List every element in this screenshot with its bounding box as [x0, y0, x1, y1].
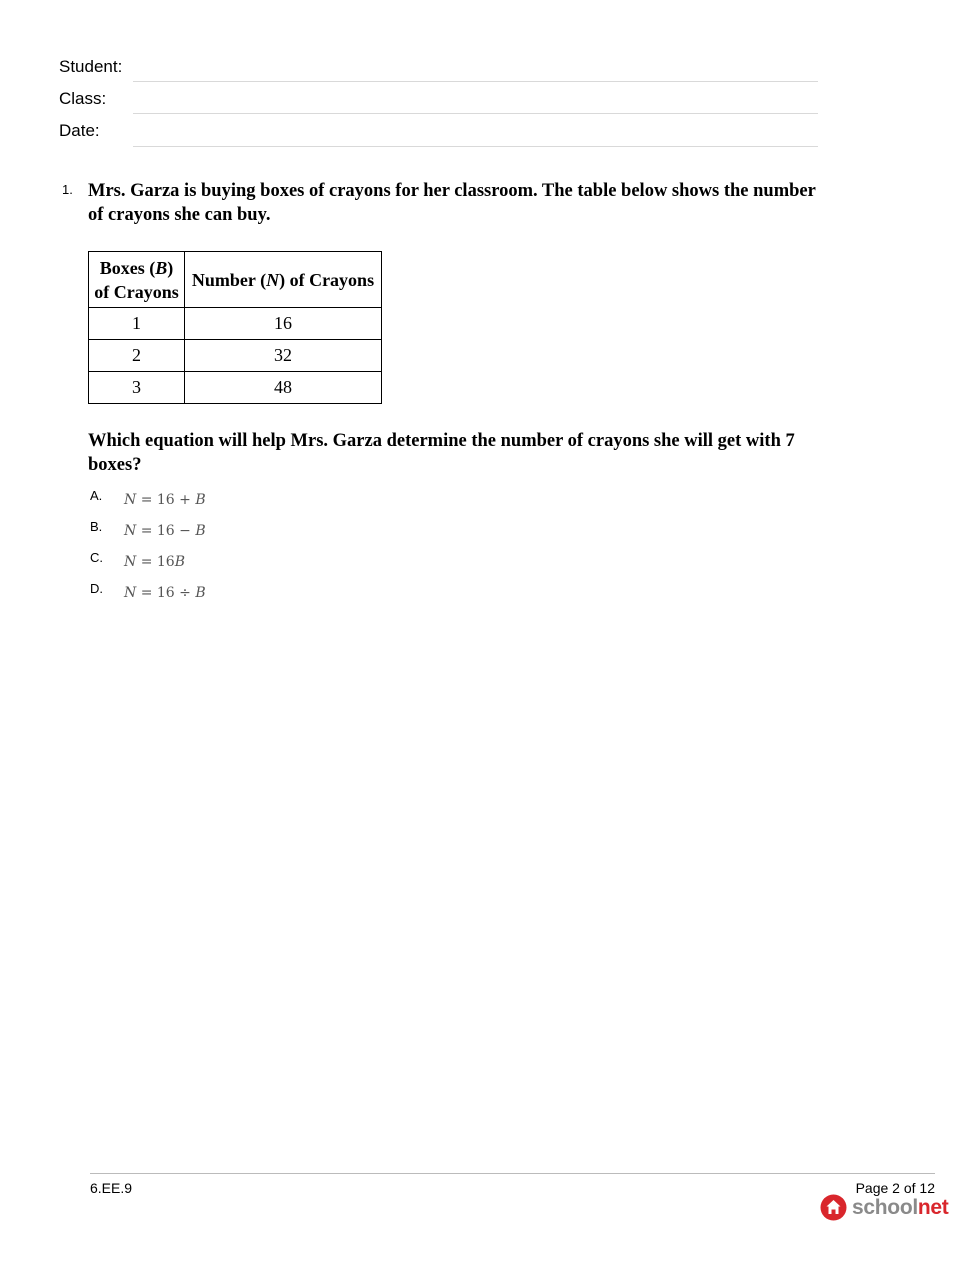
table-cell: 3 — [89, 372, 185, 404]
table-cell: 16 — [185, 308, 382, 340]
date-label: Date: — [59, 121, 100, 140]
question-stem: Which equation will help Mrs. Garza determine the number of crayons she will get with 7 boxes? — [88, 431, 795, 475]
option-c-letter[interactable]: C. — [90, 550, 103, 565]
date-line — [133, 146, 818, 147]
table-row — [89, 308, 382, 340]
option-a-letter[interactable]: A. — [90, 488, 103, 503]
question-text: Mrs. Garza is buying boxes of crayons for her classroom. The table below shows the number of crayons she can buy. — [88, 181, 816, 225]
class-line — [133, 113, 818, 114]
table-cell: 1 — [89, 308, 185, 340]
logo-text: schoolnet — [852, 1195, 949, 1219]
footer-divider — [90, 1173, 935, 1174]
option-d-letter[interactable]: D. — [90, 581, 103, 596]
question-number: 1. — [62, 182, 73, 197]
student-label: Student: — [59, 57, 123, 76]
header-boxes: Boxes (B) of Crayons — [89, 252, 185, 308]
table-row — [89, 340, 382, 372]
option-a-equation[interactable]: N = 16 + B — [124, 492, 206, 508]
option-c-equation[interactable]: N = 16B — [124, 554, 185, 570]
table-cell: 48 — [185, 372, 382, 404]
table-cell: 2 — [89, 340, 185, 372]
header-crayons: Number (N) of Crayons — [185, 252, 382, 308]
student-line — [133, 81, 818, 82]
crayon-table — [88, 251, 382, 404]
table-header-row — [89, 252, 382, 308]
page-number: Page 2 of 12 — [855, 1180, 935, 1196]
table-row — [89, 372, 382, 404]
table-cell: 32 — [185, 340, 382, 372]
option-b-equation[interactable]: N = 16 − B — [124, 523, 206, 539]
schoolnet-logo — [820, 1194, 949, 1221]
class-label: Class: — [59, 89, 107, 108]
house-icon — [820, 1194, 847, 1221]
option-b-letter[interactable]: B. — [90, 519, 103, 534]
option-d-equation[interactable]: N = 16 ÷ B — [124, 585, 206, 601]
standard-code: 6.EE.9 — [90, 1180, 133, 1196]
